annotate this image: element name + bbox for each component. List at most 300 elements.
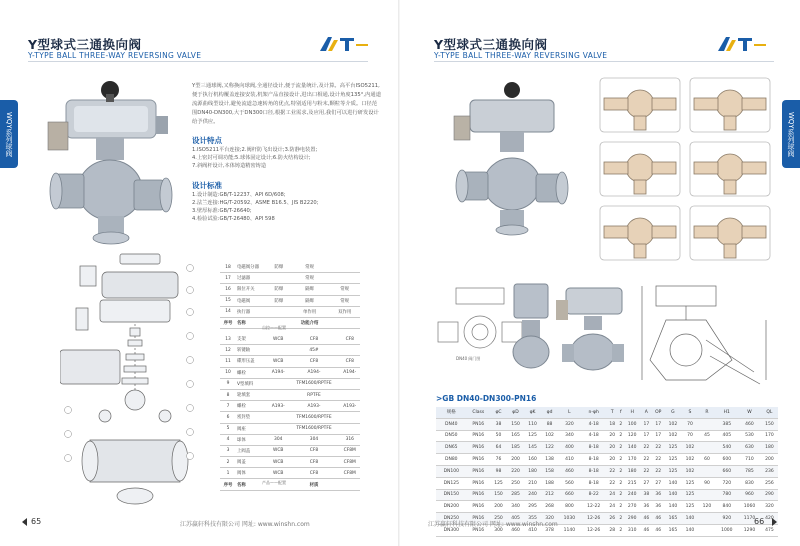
table-row xyxy=(220,356,360,367)
next-page-icon[interactable] xyxy=(772,518,777,526)
left-title-divider xyxy=(28,61,368,62)
table-cell: 800 xyxy=(558,501,581,513)
company-logo-right xyxy=(716,35,768,53)
table-cell: 26 xyxy=(607,513,618,525)
table-cell: 600 xyxy=(715,454,738,466)
table-cell: 220 xyxy=(507,465,524,477)
valve-actuator-photos xyxy=(510,280,630,390)
table-cell: 12-26 xyxy=(581,524,607,536)
table-cell: 200 xyxy=(761,454,778,466)
table-cell: DN250 xyxy=(436,513,467,525)
table-cell: A xyxy=(641,407,652,418)
table-cell: 螺栓 xyxy=(236,367,268,378)
table-cell: 140 xyxy=(681,524,698,536)
table-cell: RPTFE xyxy=(288,389,339,400)
table-cell: 2 xyxy=(618,465,624,477)
table-cell: 170 xyxy=(624,454,641,466)
table-cell: 2 xyxy=(618,454,624,466)
table-cell: 530 xyxy=(738,430,761,442)
spec-table xyxy=(436,407,778,537)
table-cell: 200 xyxy=(507,454,524,466)
table-cell: 165 xyxy=(507,430,524,442)
table-cell: 16 xyxy=(220,284,236,295)
table-cell: W xyxy=(738,407,761,418)
table-cell: 20 xyxy=(607,442,618,454)
table-cell: WCB xyxy=(268,356,288,367)
table-cell: 28 xyxy=(607,524,618,536)
table-cell: CF8 xyxy=(340,334,360,345)
table-cell: WCB xyxy=(268,468,288,479)
table-cell: PN16 xyxy=(467,524,490,536)
table-cell: DN200 xyxy=(436,501,467,513)
table-cell: 355 xyxy=(524,513,541,525)
table-row xyxy=(436,465,778,477)
table-cell: 8-22 xyxy=(581,489,607,501)
table-cell: 1030 xyxy=(558,513,581,525)
flow-direction-diagrams xyxy=(596,74,776,270)
table-row xyxy=(220,457,360,468)
table-cell: 240 xyxy=(524,489,541,501)
table-cell: A194- xyxy=(340,367,360,378)
table-cell: 防爆 xyxy=(268,262,290,273)
table-cell: 102 xyxy=(681,442,698,454)
table-cell: φC xyxy=(490,407,507,418)
table-row xyxy=(220,378,360,389)
table-cell: 98 xyxy=(490,465,507,477)
drawing-label: DN40 阀门图 xyxy=(456,356,481,361)
exploded-view-drawing xyxy=(60,250,210,512)
table-cell: 170 xyxy=(761,430,778,442)
table-cell: 140 xyxy=(664,489,681,501)
table-cell: WCB xyxy=(268,334,288,345)
table-cell: 轮填套 xyxy=(236,389,268,400)
table-cell: DN80 xyxy=(436,454,467,466)
table-cell xyxy=(698,513,715,525)
table-cell: 304 xyxy=(268,434,288,445)
left-page-number: 65 xyxy=(31,517,42,526)
table-cell xyxy=(698,442,715,454)
table-cell: 14 xyxy=(220,306,236,317)
table-cell: CF8 xyxy=(288,445,339,456)
table-cell: 285 xyxy=(507,489,524,501)
spec-table-title: >GB DN40-DN300-PN16 xyxy=(436,394,537,403)
table-cell: 22 xyxy=(607,477,618,489)
table-cell: 250 xyxy=(507,477,524,489)
table-cell: 295 xyxy=(524,501,541,513)
table-cell: G xyxy=(664,407,681,418)
table-cell: DN40 xyxy=(436,418,467,430)
table-cell: 8-18 xyxy=(581,454,607,466)
table-cell: 阀体 xyxy=(236,468,268,479)
design-feature-item: 7.斜阀杆设计,本体铸造精密铸造 xyxy=(192,163,267,169)
table-row xyxy=(220,389,360,400)
table-cell: 70 xyxy=(681,430,698,442)
table-cell: 102 xyxy=(664,430,681,442)
table-row xyxy=(220,479,360,490)
table-cell: 8-18 xyxy=(581,477,607,489)
table-cell: 125 xyxy=(490,477,507,489)
table-cell: 24 xyxy=(607,489,618,501)
table-cell: 17 xyxy=(652,418,664,430)
right-page xyxy=(400,0,800,546)
table-cell: 4 xyxy=(220,434,236,445)
table-cell xyxy=(329,262,360,273)
table-cell: 46 xyxy=(652,513,664,525)
table-cell: 720 xyxy=(715,477,738,489)
table-cell: 5 xyxy=(220,423,236,434)
table-cell: TFM1600/RPTFE xyxy=(288,378,339,389)
table-cell xyxy=(698,418,715,430)
table-cell: 11 xyxy=(220,356,236,367)
table-cell: DN50 xyxy=(436,430,467,442)
table-cell xyxy=(340,479,360,490)
design-standard-item: 4.检验试验:GB/T-26480、API 598 xyxy=(192,216,275,222)
table-cell: 560 xyxy=(558,477,581,489)
table-cell xyxy=(268,389,288,400)
table-cell: H1 xyxy=(715,407,738,418)
table-cell: φd xyxy=(541,407,558,418)
table-cell: 125 xyxy=(664,442,681,454)
table-cell: 27 xyxy=(652,477,664,489)
table-cell: 660 xyxy=(715,465,738,477)
table-cell: 38 xyxy=(641,489,652,501)
table-cell: PN16 xyxy=(467,513,490,525)
table-cell: 36 xyxy=(652,489,664,501)
table-cell: PN16 xyxy=(467,418,490,430)
table-cell: 316 xyxy=(340,434,360,445)
table-cell: 36 xyxy=(641,501,652,513)
table-cell: 密封垫 xyxy=(236,412,268,423)
table-cell: CF8 xyxy=(340,356,360,367)
table-cell: DN300 xyxy=(436,524,467,536)
table-cell: OP xyxy=(652,407,664,418)
table-cell: 405 xyxy=(507,513,524,525)
table-cell: 378 xyxy=(541,524,558,536)
table-row xyxy=(220,334,360,345)
design-standard-item: 1.设计制造:GB/T-12237、API 6D/608; xyxy=(192,192,286,198)
right-title-en: Y-TYPE BALL THREE-WAY REVERSING VALVE xyxy=(434,51,608,60)
table-cell: 46 xyxy=(641,524,652,536)
design-features-list xyxy=(192,146,317,170)
table-cell: 双作用 xyxy=(329,306,360,317)
table-row xyxy=(436,501,778,513)
table-cell: 4-18 xyxy=(581,418,607,430)
table-cell: 9 xyxy=(220,378,236,389)
table-cell: 125 xyxy=(681,501,698,513)
table-cell: CF8 xyxy=(288,356,339,367)
design-standards-title: 设计标准 xyxy=(192,181,222,190)
table-cell: 22 xyxy=(641,454,652,466)
table-cell: 阀盖 xyxy=(236,457,268,468)
table-row xyxy=(220,345,360,356)
design-feature-item: 4.上密封可调功能;5.球体固定设计;6.防火结构设计; xyxy=(192,155,311,161)
table-cell: A194- xyxy=(268,367,288,378)
table-cell: 64 xyxy=(490,442,507,454)
table-cell: 180 xyxy=(524,465,541,477)
table-cell: 268 xyxy=(541,501,558,513)
table-cell: 10 xyxy=(220,367,236,378)
table-cell: 斩键轴 xyxy=(236,345,268,356)
table-cell: 22 xyxy=(652,442,664,454)
table-cell: 410 xyxy=(558,454,581,466)
table-cell: 102 xyxy=(681,465,698,477)
table-cell: PN16 xyxy=(467,477,490,489)
table-cell: 2 xyxy=(618,477,624,489)
table-cell: PN16 xyxy=(467,489,490,501)
table-cell: PN16 xyxy=(467,430,490,442)
table-cell: 50 xyxy=(490,430,507,442)
table-cell: 螺栓 xyxy=(236,401,268,412)
table-cell: 常规 xyxy=(290,262,330,273)
parts-table xyxy=(220,262,360,329)
table-cell xyxy=(340,423,360,434)
table-cell: 3 xyxy=(220,445,236,456)
table-cell: 常规 xyxy=(290,273,330,284)
table-cell: n-φh xyxy=(581,407,607,418)
table-cell: 序号 xyxy=(220,479,236,490)
table-cell: 830 xyxy=(738,477,761,489)
table-cell: 920 xyxy=(715,513,738,525)
table-cell: 功能介绍 xyxy=(290,317,330,328)
right-page-number: 66 xyxy=(754,517,765,526)
table-cell: 102 xyxy=(664,418,681,430)
table-cell: 210 xyxy=(524,477,541,489)
table-cell: 27 xyxy=(641,477,652,489)
prev-page-icon[interactable] xyxy=(22,518,27,526)
table-cell: 20 xyxy=(607,430,618,442)
table-cell: 165 xyxy=(664,513,681,525)
table-cell: 660 xyxy=(558,489,581,501)
table-cell: 球体 xyxy=(236,434,268,445)
table-cell: 22 xyxy=(641,442,652,454)
table-row xyxy=(220,295,360,306)
table-cell: PN16 xyxy=(467,454,490,466)
table-cell: 过滤器 xyxy=(236,273,268,284)
table-cell: 执行器 xyxy=(236,306,268,317)
table-row xyxy=(220,401,360,412)
table-cell xyxy=(268,273,290,284)
table-cell xyxy=(698,524,715,536)
table-cell: 限位开关 xyxy=(236,284,268,295)
table-cell: 630 xyxy=(738,442,761,454)
table-cell: 防爆 xyxy=(268,295,290,306)
table-cell: Class xyxy=(467,407,490,418)
table-cell: 840 xyxy=(715,501,738,513)
table-cell: 支架 xyxy=(236,334,268,345)
table-cell xyxy=(329,273,360,284)
table-cell: CF8 xyxy=(288,457,339,468)
table-cell: 140 xyxy=(664,501,681,513)
table-cell: 240 xyxy=(624,489,641,501)
right-title-cn: Y型球式三通换向阀 xyxy=(434,37,548,52)
table-cell: 780 xyxy=(715,489,738,501)
table-cell: 150 xyxy=(761,418,778,430)
table-cell: DN65 xyxy=(436,442,467,454)
valve-actuator-photo xyxy=(440,80,580,260)
table-cell: 100 xyxy=(624,418,641,430)
table-cell: 电磁阀 xyxy=(236,295,268,306)
table-cell: 2 xyxy=(220,457,236,468)
table-cell: 320 xyxy=(558,418,581,430)
table-cell: 38 xyxy=(490,418,507,430)
table-cell: 1290 xyxy=(738,524,761,536)
table-cell: 上阀盖 xyxy=(236,445,268,456)
table-cell: 785 xyxy=(738,465,761,477)
table-cell: φK xyxy=(524,407,541,418)
table-cell: 2 xyxy=(618,430,624,442)
table-row xyxy=(436,407,778,418)
table-row xyxy=(436,442,778,454)
table-cell: 1140 xyxy=(558,524,581,536)
table-cell: H xyxy=(624,407,641,418)
table-cell: 隔爆 xyxy=(290,284,330,295)
table-cell xyxy=(268,423,288,434)
table-cell: 单作用 xyxy=(290,306,330,317)
table-cell: 常规 xyxy=(329,295,360,306)
right-footer: 江苏赢轩科技有限公司 网址: www.winshn.com xyxy=(428,521,558,528)
table-cell: 125 xyxy=(664,465,681,477)
table-cell: 320 xyxy=(761,501,778,513)
table-cell: 158 xyxy=(541,465,558,477)
table-cell: 250 xyxy=(490,513,507,525)
table-row xyxy=(220,367,360,378)
dimension-drawing xyxy=(636,280,776,388)
parts-upper-caption: 自控——配置 xyxy=(262,325,286,330)
table-cell: 138 xyxy=(541,454,558,466)
table-cell: 290 xyxy=(761,489,778,501)
table-cell: 710 xyxy=(738,454,761,466)
table-cell: 18 xyxy=(220,262,236,273)
table-cell: R xyxy=(698,407,715,418)
design-standard-item: 3.壁厚标准:GB/T-26640; xyxy=(192,208,252,214)
table-cell: DN125 xyxy=(436,477,467,489)
table-cell: 88 xyxy=(541,418,558,430)
table-cell: 18 xyxy=(607,418,618,430)
table-cell: A193- xyxy=(340,401,360,412)
table-cell: 规格 xyxy=(436,407,467,418)
table-cell xyxy=(340,345,360,356)
table-cell: 140 xyxy=(624,442,641,454)
table-cell: CF8M xyxy=(340,468,360,479)
table-cell: 102 xyxy=(541,430,558,442)
table-cell: 45# xyxy=(288,345,339,356)
table-cell: 320 xyxy=(541,513,558,525)
left-title-cn: Y型球式三通换向阀 xyxy=(28,37,142,52)
table-row xyxy=(436,418,778,430)
left-title-en: Y-TYPE BALL THREE-WAY REVERSING VALVE xyxy=(28,51,202,60)
table-cell: 隔爆 xyxy=(290,295,330,306)
table-cell: CF8 xyxy=(288,334,339,345)
table-cell: 960 xyxy=(738,489,761,501)
table-cell: 540 xyxy=(715,442,738,454)
table-cell: 120 xyxy=(624,430,641,442)
table-cell: 212 xyxy=(541,489,558,501)
table-cell xyxy=(698,489,715,501)
table-cell: 140 xyxy=(681,513,698,525)
table-cell: 460 xyxy=(738,418,761,430)
table-row xyxy=(220,468,360,479)
table-cell: 电磁阀分器 xyxy=(236,262,268,273)
table-cell: 188 xyxy=(541,477,558,489)
table-row xyxy=(220,434,360,445)
design-standards-list xyxy=(192,191,318,223)
design-standard-item: 2.法兰连接:HG/T-20592、ASME B16.5、JIS B2220; xyxy=(192,200,319,206)
table-cell: 24 xyxy=(607,501,618,513)
table-cell: DN100 xyxy=(436,465,467,477)
table-cell: TFM1600/RPTFE xyxy=(288,423,339,434)
table-cell: 46 xyxy=(641,513,652,525)
table-cell: QL xyxy=(761,407,778,418)
table-cell: 22 xyxy=(652,465,664,477)
table-cell: 常规 xyxy=(329,284,360,295)
table-cell: 8-18 xyxy=(581,465,607,477)
table-cell: 1170 xyxy=(738,513,761,525)
table-cell: 200 xyxy=(490,501,507,513)
table-cell: 名称 xyxy=(236,479,268,490)
table-cell: CF8M xyxy=(340,445,360,456)
table-cell: 2 xyxy=(618,442,624,454)
table-row xyxy=(220,262,360,273)
design-features-title: 设计特点 xyxy=(192,136,222,145)
table-cell: TFM1600/RPTFE xyxy=(288,412,339,423)
table-cell: 12 xyxy=(220,345,236,356)
table-cell: 4-18 xyxy=(581,430,607,442)
table-cell: 256 xyxy=(761,477,778,489)
parts-lower-caption: 产品——配置 xyxy=(262,480,286,485)
table-cell: WCB xyxy=(268,457,288,468)
table-cell: 340 xyxy=(507,501,524,513)
table-cell xyxy=(268,345,288,356)
table-cell: 290 xyxy=(624,513,641,525)
table-cell: 2 xyxy=(618,489,624,501)
table-cell: 序号 xyxy=(220,317,236,328)
table-cell: 76 xyxy=(490,454,507,466)
table-cell: 236 xyxy=(761,465,778,477)
table-row xyxy=(220,317,360,328)
table-cell: 145 xyxy=(524,442,541,454)
table-cell: 420 xyxy=(761,513,778,525)
table-cell: 310 xyxy=(624,524,641,536)
right-side-tab: WQY系列球阀 xyxy=(782,100,800,168)
table-cell: 12-22 xyxy=(581,501,607,513)
table-cell: 1060 xyxy=(738,501,761,513)
table-row xyxy=(220,306,360,317)
table-cell: 460 xyxy=(507,524,524,536)
table-cell xyxy=(268,412,288,423)
table-cell: 410 xyxy=(524,524,541,536)
table-cell: A193- xyxy=(288,401,339,412)
table-row xyxy=(436,489,778,501)
table-cell: 8 xyxy=(220,389,236,400)
intro-paragraph: Y型三通球阀,又称换向球阀,全通径设计,便于流量统计,及计算。高平台ISO5211,便于执行机构覆盖连接安装,机架产品直接设计,进出口相通,设计角度135°,内通道流源曲线型设计,避免流道急速转角的优点,特别适用与粉末,颗粒等介质。口径范围DN40-DN300,大于DN300口径,根据工业需求,及应用,我们可以进行研发设计给予供应。 xyxy=(192,83,381,125)
table-cell: 475 xyxy=(761,524,778,536)
table-cell: PN16 xyxy=(467,442,490,454)
table-cell: 20 xyxy=(607,454,618,466)
table-cell xyxy=(340,389,360,400)
table-row xyxy=(220,423,360,434)
table-cell: PN16 xyxy=(467,465,490,477)
table-cell: 125 xyxy=(524,430,541,442)
table-cell: f xyxy=(618,407,624,418)
table-cell: 名称 xyxy=(236,317,268,328)
table-cell: 160 xyxy=(524,454,541,466)
table-cell: 2 xyxy=(618,513,624,525)
table-cell xyxy=(340,378,360,389)
table-cell: 304 xyxy=(288,434,339,445)
table-cell: 70 xyxy=(681,418,698,430)
table-cell: CF8 xyxy=(288,468,339,479)
table-cell: 385 xyxy=(715,418,738,430)
